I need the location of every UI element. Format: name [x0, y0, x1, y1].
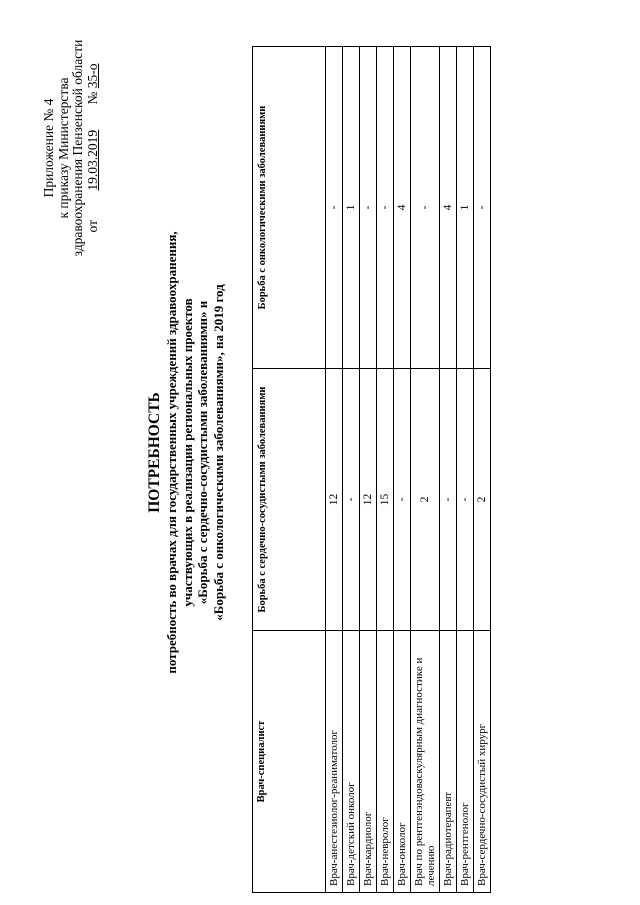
table-row	[440, 47, 457, 893]
appendix-date-line	[86, 3, 101, 293]
title-line-3: «Борьба с сердечно-сосудистыми заболеваниями» и	[195, 300, 210, 605]
cardio-cell: -	[394, 369, 411, 631]
specialist-cell: Врач-детский онколог	[343, 631, 360, 893]
specialist-cell: Врач-сердечно-сосудистый хирург	[474, 631, 491, 893]
cardio-cell: 15	[377, 369, 394, 631]
specialist-cell: Врач-радиотерапевт	[440, 631, 457, 893]
table-row	[411, 47, 440, 893]
specialist-cell: Врач-анестезиолог-реаниматолог	[326, 631, 343, 893]
onco-cell: -	[474, 47, 491, 369]
cardio-cell: -	[440, 369, 457, 631]
onco-cell: -	[377, 47, 394, 369]
appendix-line-2: к приказу Министерства	[55, 77, 71, 219]
from-label: от	[84, 220, 100, 233]
table-row	[377, 47, 394, 893]
table-header-row	[253, 47, 326, 893]
appendix-block	[42, 3, 100, 293]
document-title	[145, 150, 226, 755]
table-row	[343, 47, 360, 893]
number-label: №	[84, 91, 100, 105]
onco-cell: 4	[440, 47, 457, 369]
table-row	[457, 47, 474, 893]
specialist-cell: Врач-невролог	[377, 631, 394, 893]
header-onco: Борьба с онкологическими заболеваниями	[253, 47, 326, 369]
cardio-cell: 2	[411, 369, 440, 631]
onco-cell: -	[326, 47, 343, 369]
table-row	[394, 47, 411, 893]
onco-cell: -	[411, 47, 440, 369]
needs-table	[252, 46, 491, 893]
appendix-line-1: Приложение № 4	[41, 98, 56, 198]
title-heading: ПОТРЕБНОСТЬ	[146, 392, 163, 513]
specialist-cell: Врач-кардиолог	[360, 631, 377, 893]
cardio-cell: 12	[326, 369, 343, 631]
onco-cell: 1	[457, 47, 474, 369]
onco-cell: 4	[394, 47, 411, 369]
table-row	[474, 47, 491, 893]
specialist-cell: Врач по рентгенэндоваскулярным диагностике и лечению	[411, 631, 440, 893]
order-date: 19.03.2019	[84, 129, 100, 191]
specialist-cell: Врач-рентгенолог	[457, 631, 474, 893]
title-line-4: «Борьба с онкологическими заболеваниями», на 2019 год	[210, 284, 226, 621]
header-specialist: Врач-специалист	[253, 631, 326, 893]
header-cardio: Борьба с сердечно-сосудистыми заболеваниями	[253, 369, 326, 631]
onco-cell: 1	[343, 47, 360, 369]
order-number: 35-о	[84, 63, 100, 89]
cardio-cell: 12	[360, 369, 377, 631]
appendix-line-3: здравоохранения Пензенской области	[70, 39, 85, 257]
table-row	[360, 47, 377, 893]
cardio-cell: -	[343, 369, 360, 631]
cardio-cell: -	[457, 369, 474, 631]
title-line-2: участвующих в реализации региональных проектов	[179, 298, 195, 607]
specialist-cell: Врач-онколог	[394, 631, 411, 893]
onco-cell: -	[360, 47, 377, 369]
cardio-cell: 2	[474, 369, 491, 631]
table-row	[326, 47, 343, 893]
title-line-1: потребность во врачах для государственных учреждений здравоохранения,	[164, 231, 179, 674]
